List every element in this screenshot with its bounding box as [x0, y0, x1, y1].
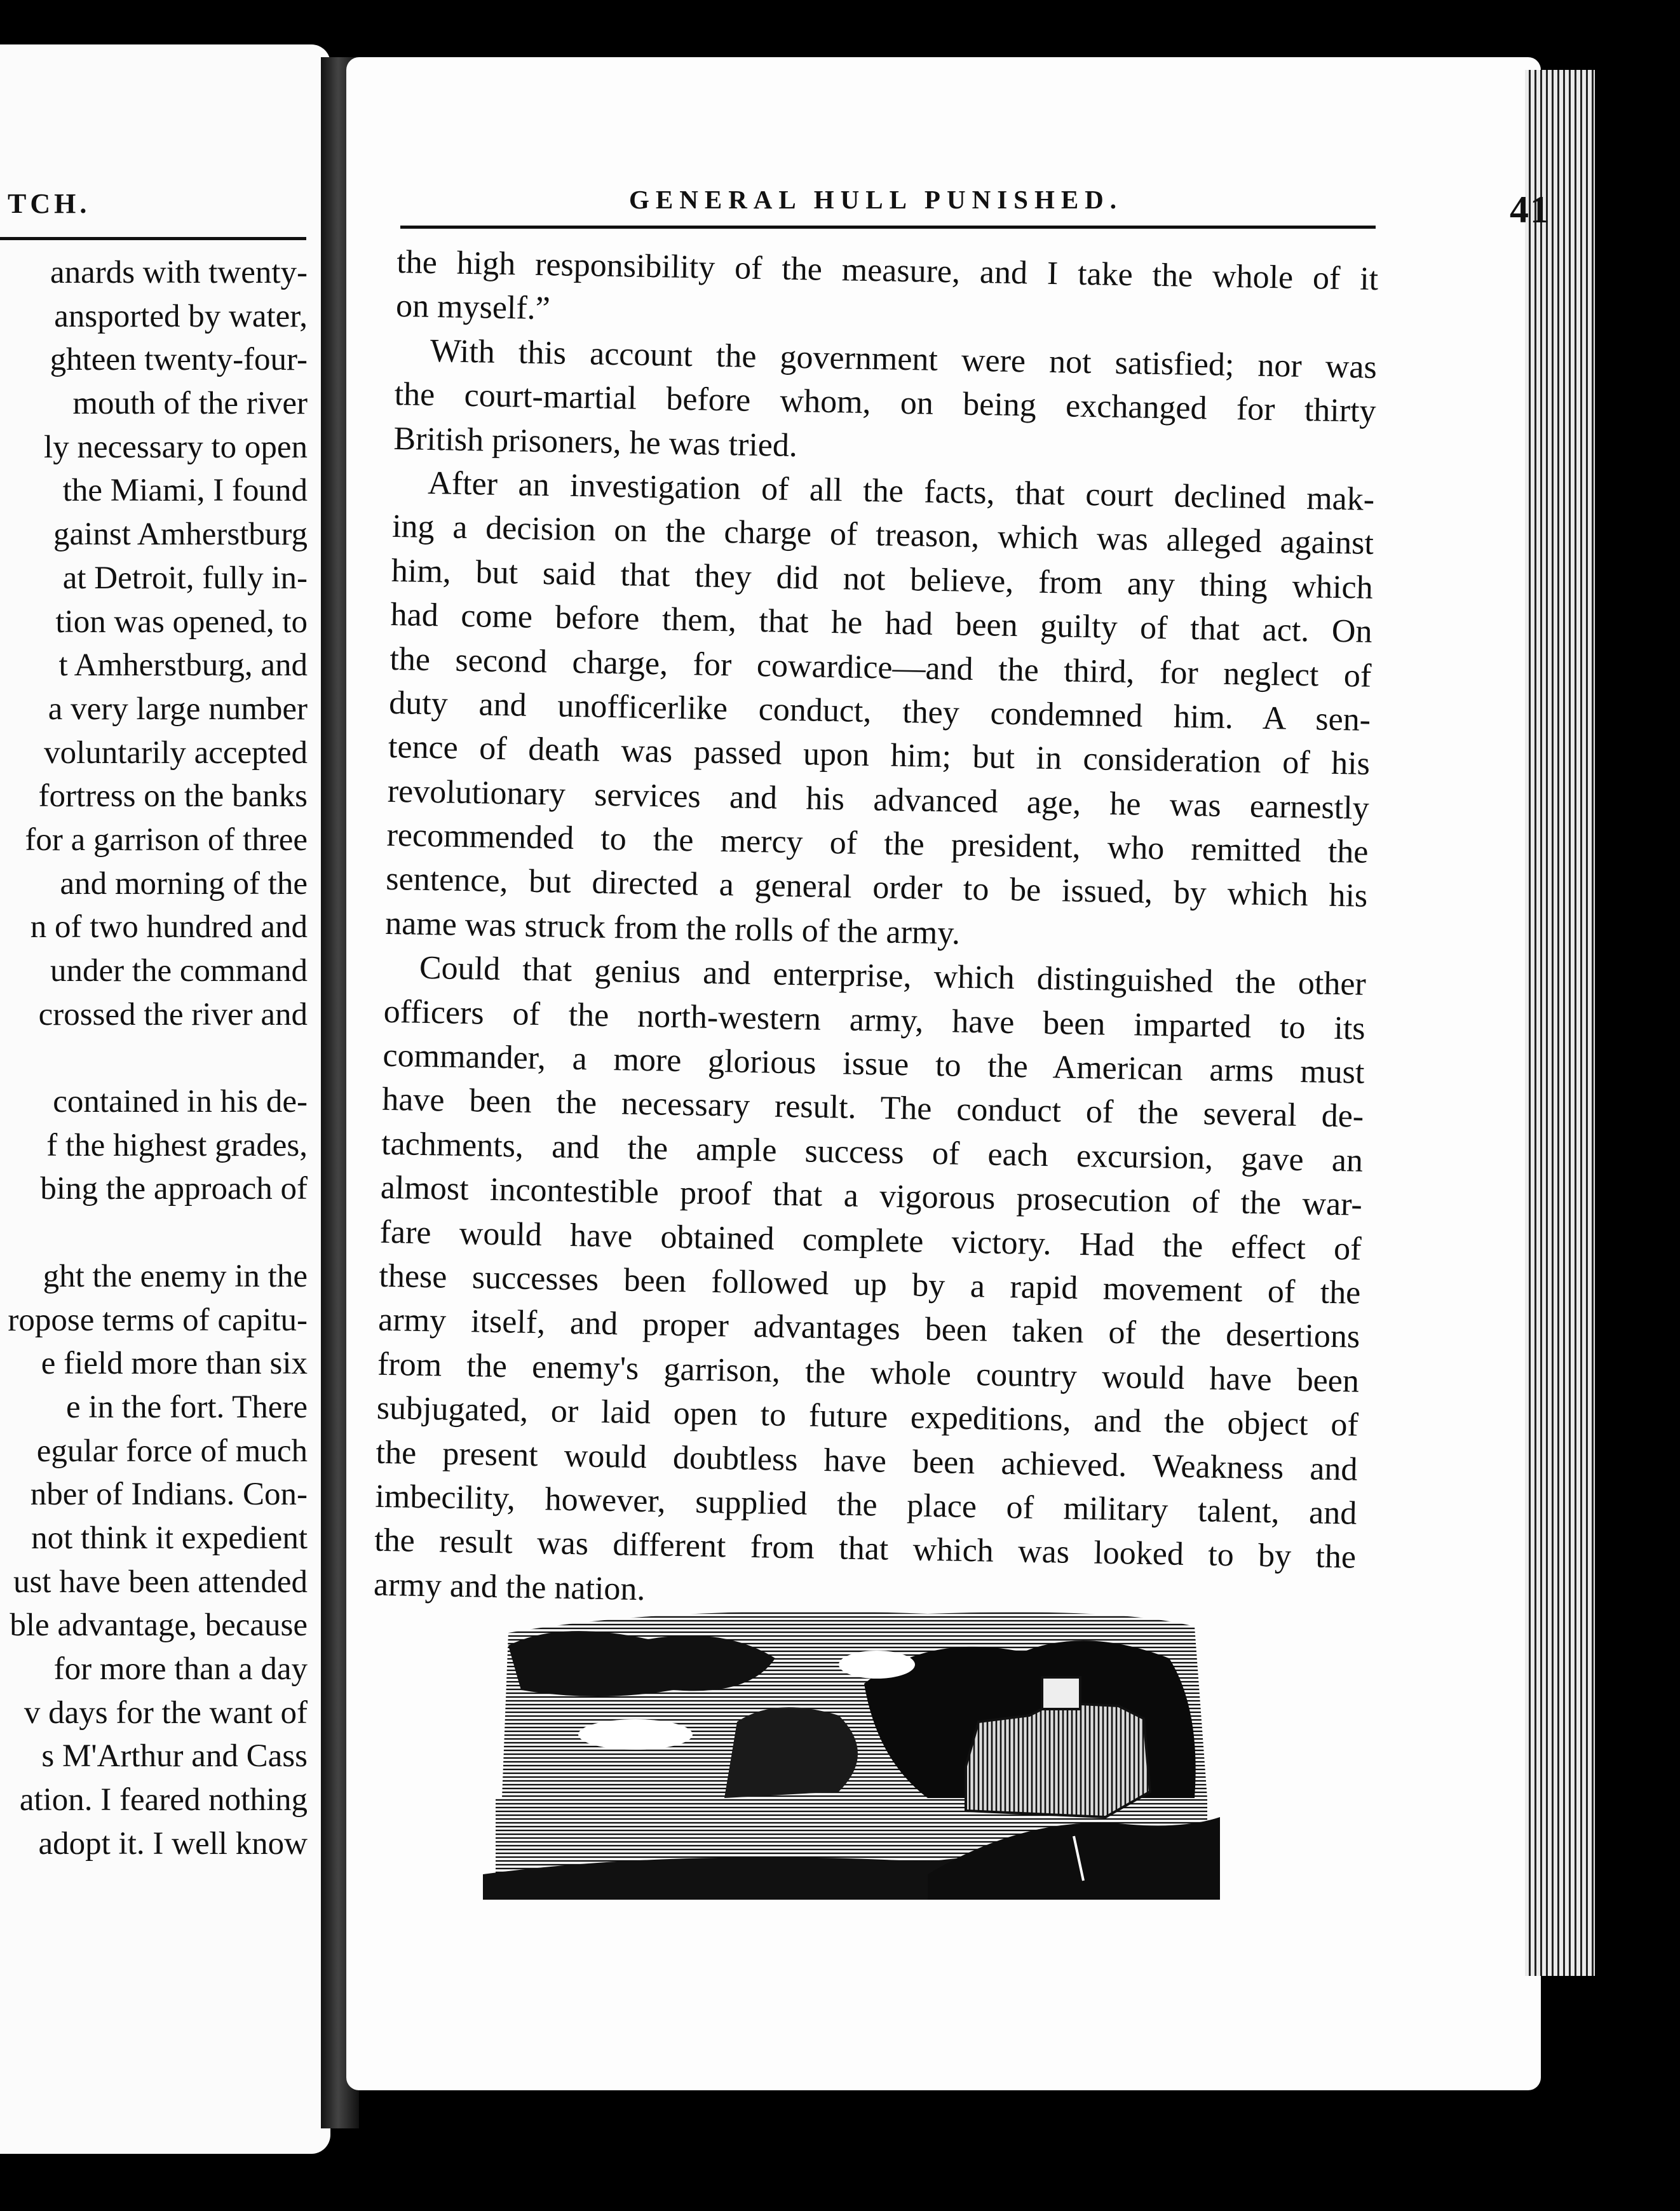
- running-head-title: GENERAL HULL PUNISHED.: [629, 185, 1123, 214]
- fort: [966, 1703, 1150, 1817]
- left-text-line: egular force of much: [36, 1433, 308, 1469]
- left-text-line: not think it expedient: [31, 1520, 308, 1556]
- text-line: officers of the north-western army, have been imparted to its: [383, 993, 1366, 1047]
- text-line: the court-martial before whom, on being exchanged for thirty: [394, 376, 1377, 430]
- left-text-line: tion was opened, to: [55, 604, 308, 640]
- text-line: sentence, but directed a general order to be issued, by which his: [385, 861, 1368, 915]
- text-line: commander, a more glorious issue to the American arms must: [383, 1037, 1365, 1091]
- text-line: the second charge, for cowardice—and the third, for neglect of: [390, 640, 1372, 694]
- text-line: the high responsibility of the measure, and I take the whole of it: [396, 243, 1379, 297]
- left-text-line: gainst Amherstburg: [53, 517, 308, 553]
- left-text-line: n of two hundred and: [30, 909, 308, 945]
- left-text-line: s M'Arthur and Cass: [41, 1738, 308, 1775]
- left-text-line: for more than a day: [53, 1651, 308, 1687]
- text-line: army and the nation.: [373, 1566, 646, 1607]
- left-text-line: the Miami, I found: [62, 473, 308, 509]
- text-line: almost incontestible proof that a vigorous prosecution of the war-: [380, 1169, 1363, 1223]
- left-text-line: t Amherstburg, and: [58, 647, 308, 684]
- text-line: subjugated, or laid open to future expeditions, and the object of: [376, 1389, 1359, 1444]
- left-text-line: mouth of the river: [72, 386, 308, 422]
- left-text-line: crossed the river and: [38, 996, 308, 1032]
- left-text-line: bing the approach of: [40, 1171, 308, 1207]
- left-text-line: and morning of the: [60, 865, 308, 902]
- left-text-line: voluntarily accepted: [44, 734, 308, 771]
- text-line: British prisoners, he was tried.: [393, 420, 798, 464]
- text-line: the present would doubtless have been achieved. Weakness and: [376, 1434, 1358, 1488]
- body-text: [373, 240, 1378, 1624]
- left-text-line: anards with twenty-: [50, 255, 308, 290]
- text-line: on myself.”: [395, 288, 551, 327]
- page-number: 41: [1510, 189, 1550, 231]
- text-line: him, but said that they did not believe, from any thing which: [391, 552, 1374, 606]
- head-rule: [400, 226, 1376, 229]
- left-text-line: contained in his de-: [53, 1084, 308, 1120]
- left-text-line: ghteen twenty-four-: [50, 342, 308, 378]
- left-text-line: fortress on the banks: [38, 778, 308, 815]
- left-text-line: for a garrison of three: [25, 822, 308, 858]
- left-text-line: nber of Indians. Con-: [30, 1477, 308, 1513]
- text-line: imbecility, however, supplied the place of military talent, and: [374, 1478, 1357, 1532]
- left-head-rule: [0, 237, 306, 240]
- left-text-line: ght the enemy in the: [43, 1258, 308, 1294]
- left-text-line: under the command: [50, 953, 308, 989]
- left-text-line: at Detroit, fully in-: [62, 560, 308, 596]
- left-text-line: adopt it. I well know: [38, 1825, 308, 1862]
- left-text-line: ansported by water,: [54, 298, 308, 334]
- text-line: had come before them, that he had been guilty of that act. On: [390, 597, 1372, 650]
- left-text-line: a very large number: [48, 691, 308, 727]
- left-text-line: ly necessary to open: [44, 429, 308, 465]
- left-running-head: TCH.: [8, 188, 91, 219]
- text-line: the result was different from that which was looked to by the: [374, 1522, 1357, 1576]
- left-text-line: [0, 1036, 308, 1080]
- fort-engraving: [483, 1607, 1220, 1900]
- text-line: duty and unofficerlike conduct, they condemned him. A sen-: [388, 684, 1371, 738]
- text-line: recommended to the mercy of the president, who remitted the: [386, 816, 1369, 870]
- text-line: fare would have obtained complete victory. Had the effect of: [379, 1214, 1362, 1268]
- text-line: tachments, and the ample success of each excursion, gave an: [381, 1125, 1364, 1179]
- page-edges: [1525, 70, 1595, 1976]
- text-line: tence of death was passed upon him; but in consideration of his: [388, 729, 1371, 783]
- left-text-line: ation. I feared nothing: [19, 1782, 308, 1818]
- text-line: ing a decision on the charge of treason, which was alleged against: [391, 508, 1374, 562]
- left-page: [0, 44, 330, 2154]
- left-text-line: [0, 1211, 308, 1255]
- text-line: revolutionary services and his advanced age, he was earnestly: [387, 773, 1370, 827]
- left-text-line: f the highest grades,: [46, 1127, 308, 1163]
- text-line: from the enemy's garrison, the whole country would have been: [377, 1346, 1360, 1400]
- text-line: With this account the government were not satisfied; nor was: [430, 332, 1378, 386]
- left-text-line: ust have been attended: [13, 1564, 308, 1600]
- text-line: After an investigation of all the facts, that court declined mak-: [427, 464, 1375, 518]
- text-line: name was struck from the rolls of the army.: [384, 905, 961, 952]
- text-line: army itself, and proper advantages been taken of the desertions: [377, 1302, 1360, 1356]
- left-page-text: [0, 251, 308, 1865]
- left-text-line: ropose terms of capitu-: [8, 1302, 308, 1338]
- left-text-line: e in the fort. There: [66, 1389, 308, 1425]
- text-line: have been the necessary result. The conduct of the several de-: [381, 1081, 1364, 1135]
- left-text-line: ble advantage, because: [10, 1607, 308, 1644]
- text-line: Could that genius and enterprise, which distinguished the other: [419, 950, 1367, 1003]
- text-line: these successes been followed up by a rapid movement of the: [379, 1257, 1361, 1311]
- left-text-line: e field more than six: [41, 1346, 308, 1382]
- left-text-line: v days for the want of: [24, 1694, 308, 1731]
